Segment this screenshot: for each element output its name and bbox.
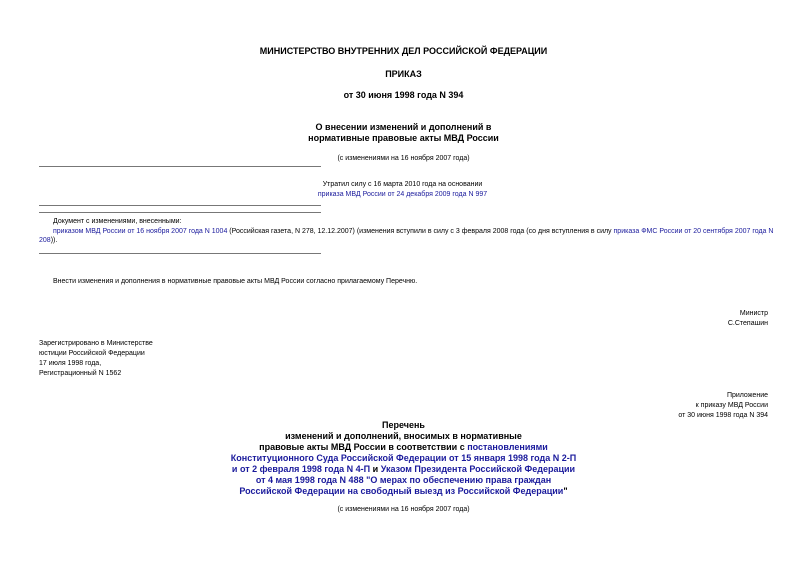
divider [39,205,321,206]
resolutions-link[interactable]: постановлениями [467,442,548,452]
changes-text: (Российская газета, N 278, 12.12.2007) (изменения вступили в силу с 3 февраля 2008 года (со дня вступления в силу [227,228,614,235]
expired-link-line [0,190,805,199]
changes-label: Документ с изменениями, внесенными: [53,218,182,225]
list-title: Перечень [382,420,425,430]
changes-close: )). [50,237,58,244]
body-text: Внести изменения и дополнения в нормативные правовые акты МВД России согласно прилагаемому Перечню. [53,278,418,285]
doc-title-line1: О внесении изменений и дополнений в [315,122,492,132]
expired-text: Утратил силу с 16 марта 2010 года на основании [322,181,483,188]
registration-line2: юстиции Российской Федерации [39,350,145,357]
registration-line1: Зарегистрировано в Министерстве [39,340,153,347]
presidential-decree-link-b[interactable]: от 4 мая 1998 года N 488 "О мерах по обеспечению права граждан [255,475,552,485]
doc-amended-note: (с изменениями на 16 ноября 2007 года) [337,155,470,162]
list-line2: правовые акты МВД России в соответствии с постановлениями [259,442,548,452]
divider [39,166,321,167]
fms-order-link-a[interactable]: приказа ФМС России от 20 сентября [613,228,733,235]
ministry-heading: МИНИСТЕРСТВО ВНУТРЕННИХ ДЕЛ РОССИЙСКОЙ ФЕДЕРАЦИИ [259,46,548,56]
expired-order-link[interactable]: приказа МВД России от 24 декабря 2009 года N 997 [317,191,488,198]
doc-type: ПРИКАЗ [385,69,422,79]
changes-paragraph [39,227,774,245]
registration-line3: 17 июля 1998 года, [39,360,102,367]
list-amended-note: (с изменениями на 16 ноября 2007 года) [337,506,470,513]
fms-order-link-b[interactable]: 2007 года N 208 [39,228,774,244]
list-line6: Российской Федерации на свободный выезд из Российской Федерации" [239,486,568,496]
list-line4: и от 2 февраля 1998 года N 4-П и Указом Президента Российской Федерации [231,464,576,474]
presidential-decree-link-c[interactable]: Российской Федерации на свободный выезд из Российской Федерации [239,486,564,496]
signature-name: С.Степашин [727,320,768,327]
appendix-line3: от 30 июня 1998 года N 394 [678,412,768,419]
const-court-link-2[interactable]: и от 2 февраля 1998 года N 4-П [231,464,371,474]
amending-order-link[interactable]: приказом МВД России от 16 ноября 2007 года N 1004 [53,228,228,235]
divider [39,212,321,213]
const-court-link-1[interactable]: Конституционного Суда Российской Федерации от 15 января 1998 года N 2-П [230,453,577,463]
list-line1: изменений и дополнений, вносимых в нормативные [285,431,522,441]
divider [39,253,321,254]
doc-date-number: от 30 июня 1998 года N 394 [343,90,464,100]
registration-line4: Регистрационный N 1562 [39,370,122,377]
appendix-line2: к приказу МВД России [695,402,768,409]
doc-title-line2: нормативные правовые акты МВД России [308,133,499,143]
list-line5 [0,475,807,486]
list-line3 [0,453,807,464]
signature-position: Министр [739,310,768,317]
appendix-line1: Приложение [726,392,768,399]
presidential-decree-link-a[interactable]: Указом Президента Российской Федерации [380,464,576,474]
